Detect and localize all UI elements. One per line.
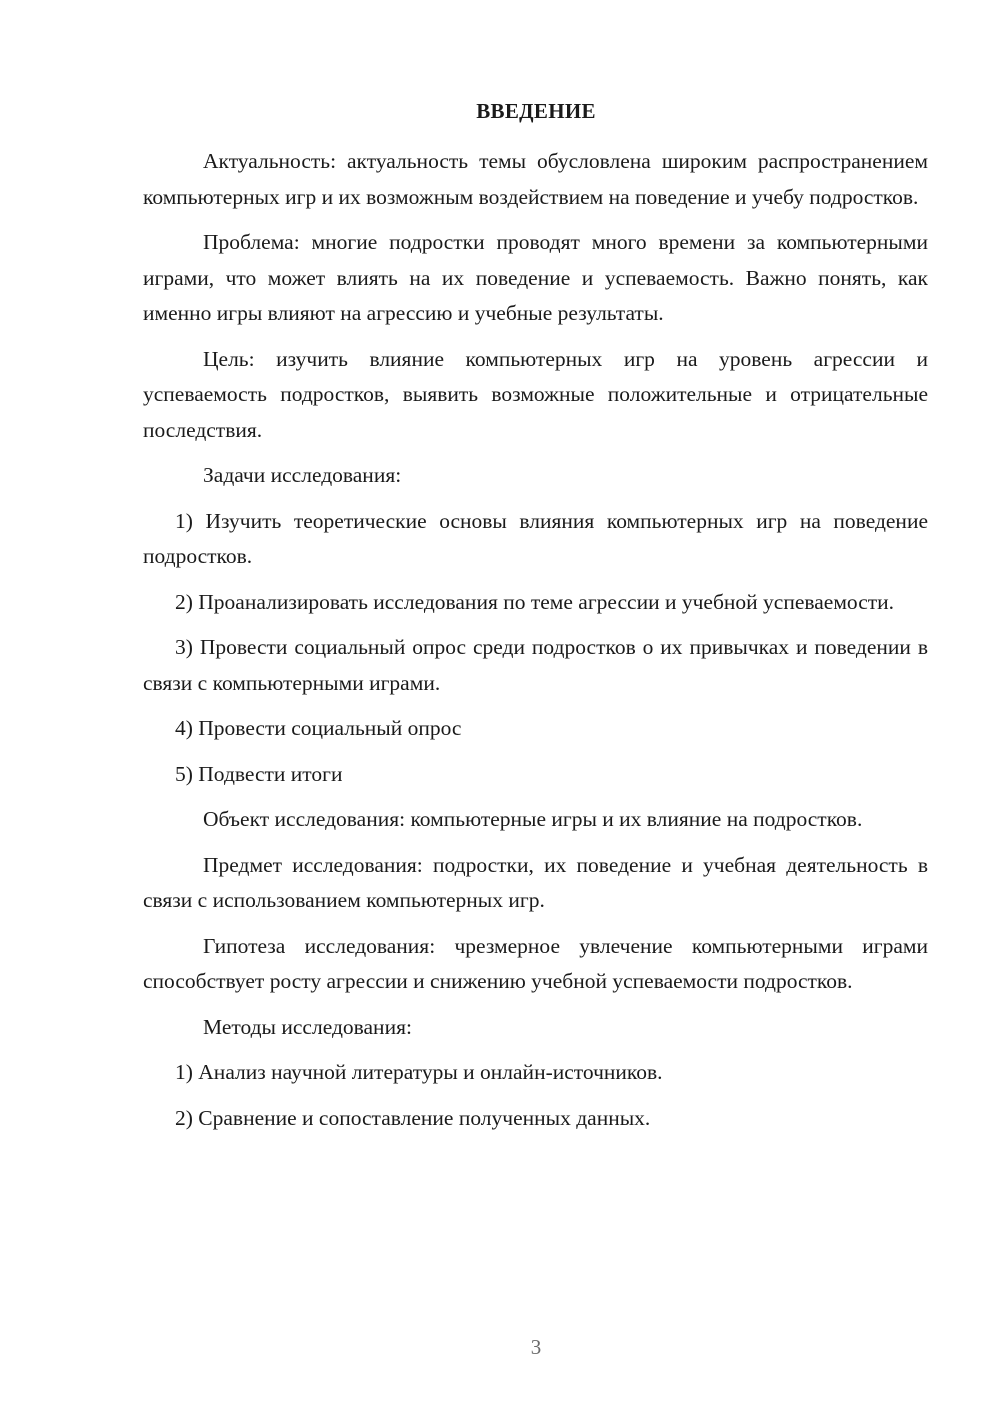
- list-item-method-1: 1) Анализ научной литературы и онлайн-источников.: [175, 1060, 663, 1084]
- list-item-task-3: 3) Провести социальный опрос среди подростков о их привычках и поведении в связи с компьютерными играми.: [143, 635, 928, 695]
- paragraph-hypothesis: Гипотеза исследования: чрезмерное увлечение компьютерными играми способствует росту агрессии и снижению учебной успеваемости подростков.: [143, 933, 928, 993]
- list-item-task-1: 1) Изучить теоретические основы влияния компьютерных игр на поведение подростков.: [143, 508, 928, 568]
- paragraph-tasks-heading: Задачи исследования:: [203, 463, 402, 487]
- page-number: 3: [530, 1335, 542, 1359]
- paragraph-relevance: Актуальность: актуальность темы обусловлена широким распространением компьютерных игр и их возможным воздействием на поведение и учебу подростков.: [143, 149, 928, 209]
- list-item-task-4: 4) Провести социальный опрос: [175, 716, 462, 740]
- paragraph-methods-heading: Методы исследования:: [203, 1014, 412, 1039]
- paragraph-problem: Проблема: многие подростки проводят много времени за компьютерными играми, что может влиять на их поведение и успеваемость. Важно понять, как именно игры влияют на агрессию и учебные результаты.: [143, 230, 928, 325]
- paragraph-object: Объект исследования: компьютерные игры и их влияние на подростков.: [203, 807, 863, 831]
- paragraph-subject: Предмет исследования: подростки, их поведение и учебная деятельность в связи с использованием компьютерных игр.: [143, 852, 928, 912]
- body-text: [143, 144, 928, 1146]
- paragraph-goal: Цель: изучить влияние компьютерных игр на уровень агрессии и успеваемость подростков, выявить возможные положительные и отрицательные последствия.: [143, 346, 928, 442]
- section-heading: ВВЕДЕНИЕ: [476, 99, 596, 123]
- list-item-method-2: 2) Сравнение и сопоставление полученных данных.: [175, 1105, 651, 1130]
- list-item-task-2: 2) Проанализировать исследования по теме агрессии и учебной успеваемости.: [175, 589, 895, 614]
- list-item-task-5: 5) Подвести итоги: [175, 761, 343, 786]
